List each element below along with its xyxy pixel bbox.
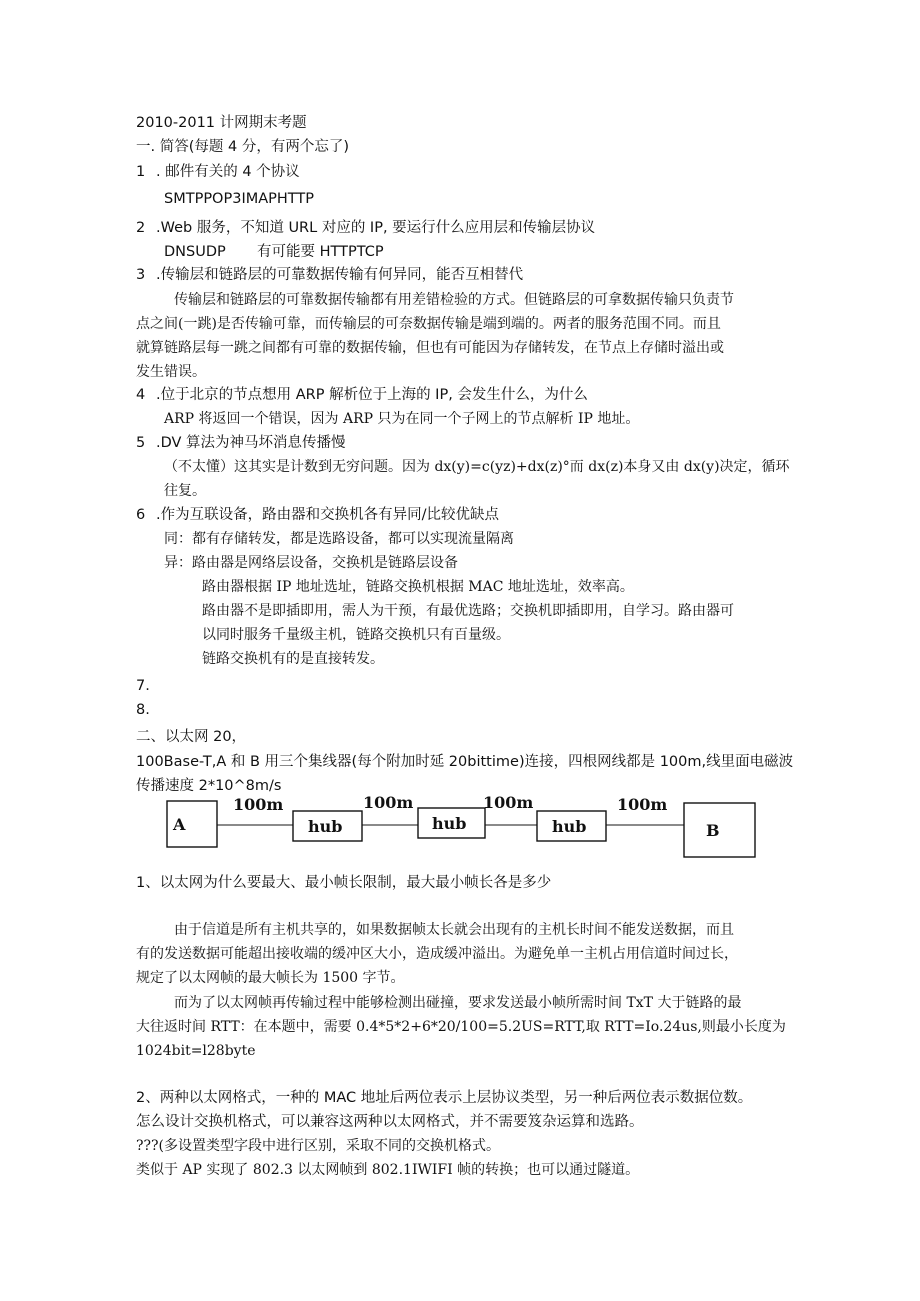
question-2-number: 2 [136,220,146,236]
section-2-question-1-answer-line: 而为了以太网帧再传输过程中能够检测出碰撞，要求发送最小帧所需时间 TxT 大于链路的最 [174,995,742,1011]
section-2-question-1-answer-line: 1024bit=l28byte [136,1043,256,1059]
question-3-number: 3 [136,267,146,283]
question-1-answer: SMTPPOP3IMAPHTTP [164,191,314,207]
question-2-answer-b: 有可能要 HTTPTCP [257,244,384,260]
question-5-answer-line: （不太懂）这其实是计数到无穷问题。因为 dx(y)=c(yz)+dx(z)°而 dx(z)本身又由 dx(y)决定，循环 [164,459,790,475]
question-2-text: .Web 服务，不知道 URL 对应的 IP, 要运行什么应用层和传输层协议 [156,220,596,236]
question-3-answer-line: 发生错误。 [136,364,206,380]
question-3-text: .传输层和链路层的可靠数据传输有何异同，能否互相替代 [156,267,524,283]
link-3-length-label: 100m [483,793,534,812]
question-7-number: 7. [136,678,150,694]
question-5-text: .DV 算法为神马坏消息传播慢 [156,435,346,451]
question-6-number: 6 [136,507,146,523]
section-2-question-1-answer-line: 有的发送数据可能超出接收端的缓冲区大小，造成缓冲溢出。为避免单一主机占用信道时间过长， [136,946,738,962]
section-2-intro-line: 传播速度 2*10^8m/s [136,778,282,794]
node-b-label: B [706,821,720,840]
question-6-text: .作为互联设备，路由器和交换机各有异同/比较优缺点 [156,507,499,523]
question-2-answer-a: DNSUDP [164,244,226,260]
question-6-diff-line: 链路交换机有的是直接转发。 [202,651,384,667]
question-6-same: 同：都有存储转发，都是选路设备，都可以实现流量隔离 [164,531,514,547]
section-2-question-1-answer-line: 由于信道是所有主机共享的，如果数据帧太长就会出现有的主机长时间不能发送数据，而且 [174,922,734,938]
section-2-question-1-text: 1、以太网为什么要最大、最小帧长限制，最大最小帧长各是多少 [136,875,552,891]
question-6-diff: 异：路由器是网络层设备，交换机是链路层设备 [164,555,458,571]
network-topology-diagram [165,790,765,860]
document-title: 2010-2011 计网期末考题 [136,115,307,131]
section-2-question-2-text-line: 2、两种以太网格式，一种的 MAC 地址后两位表示上层协议类型，另一种后两位表示数据位数。 [136,1090,753,1106]
section-2-intro-line: 100Base-T,A 和 B 用三个集线器(每个附加时延 20bittime)连接，四根网线都是 100m,线里面电磁波 [136,754,794,770]
section-1-heading: 一. 简答(每题 4 分，有两个忘了) [136,139,349,155]
section-2-question-2-answer-line: ???(多设置类型字段中进行区别，采取不同的交换机格式。 [136,1138,500,1154]
question-1-text: . 邮件有关的 4 个协议 [156,164,300,180]
question-4-text: .位于北京的节点想用 ARP 解析位于上海的 IP, 会发生什么，为什么 [156,387,588,403]
section-2-question-1-answer-line: 规定了以太网帧的最大帧长为 1500 字节。 [136,970,405,986]
question-4-number: 4 [136,387,146,403]
section-2-question-1-answer-line: 大往返时间 RTT：在本题中，需要 0.4*5*2+6*20/100=5.2US=RTT,取 RTT=Io.24us,则最小长度为 [136,1019,786,1035]
hub-2-label: hub [432,814,467,833]
question-8-number: 8. [136,702,150,718]
question-6-diff-line: 路由器不是即插即用，需人为干预，有最优选路；交换机即插即用，自学习。路由器可 [202,603,734,619]
link-4-length-label: 100m [617,795,668,814]
hub-3-label: hub [552,817,587,836]
link-2-length-label: 100m [363,793,414,812]
section-2-question-2-text-line: 怎么设计交换机格式，可以兼容这两种以太网格式，并不需要笈杂运算和选路。 [136,1114,644,1130]
question-5-number: 5 [136,435,146,451]
section-2-heading: 二、以太网 20， [136,729,247,745]
question-6-diff-line: 以同时服务千量级主机，链路交换机只有百量级。 [202,627,510,643]
question-4-answer: ARP 将返回一个错误，因为 ARP 只为在同一个子网上的节点解析 IP 地址。 [164,411,640,427]
question-6-diff-line: 路由器根据 IP 地址选址，链路交换机根据 MAC 地址选址，效率高。 [202,579,634,595]
question-3-answer-line: 就算链路层每一跳之间都有可靠的数据传输，但也有可能因为存储转发，在节点上存储时溢出或 [136,340,724,356]
link-1-length-label: 100m [233,795,284,814]
question-3-answer-line: 点之间(一跳)是否传输可靠，而传输层的可奈数据传输是端到端的。两者的服务范围不同。而且 [136,316,721,332]
node-a-label: A [173,815,186,834]
question-3-answer-line: 传输层和链路层的可靠数据传输都有用差错检验的方式。但链路层的可拿数据传输只负责节 [174,292,734,308]
hub-1-label: hub [308,817,343,836]
question-1-number: 1 [136,164,146,180]
question-5-answer-line: 往复。 [164,483,206,499]
section-2-question-2-answer-line: 类似于 AP 实现了 802.3 以太网帧到 802.1IWIFI 帧的转换；也可以通过隧道。 [136,1162,640,1178]
